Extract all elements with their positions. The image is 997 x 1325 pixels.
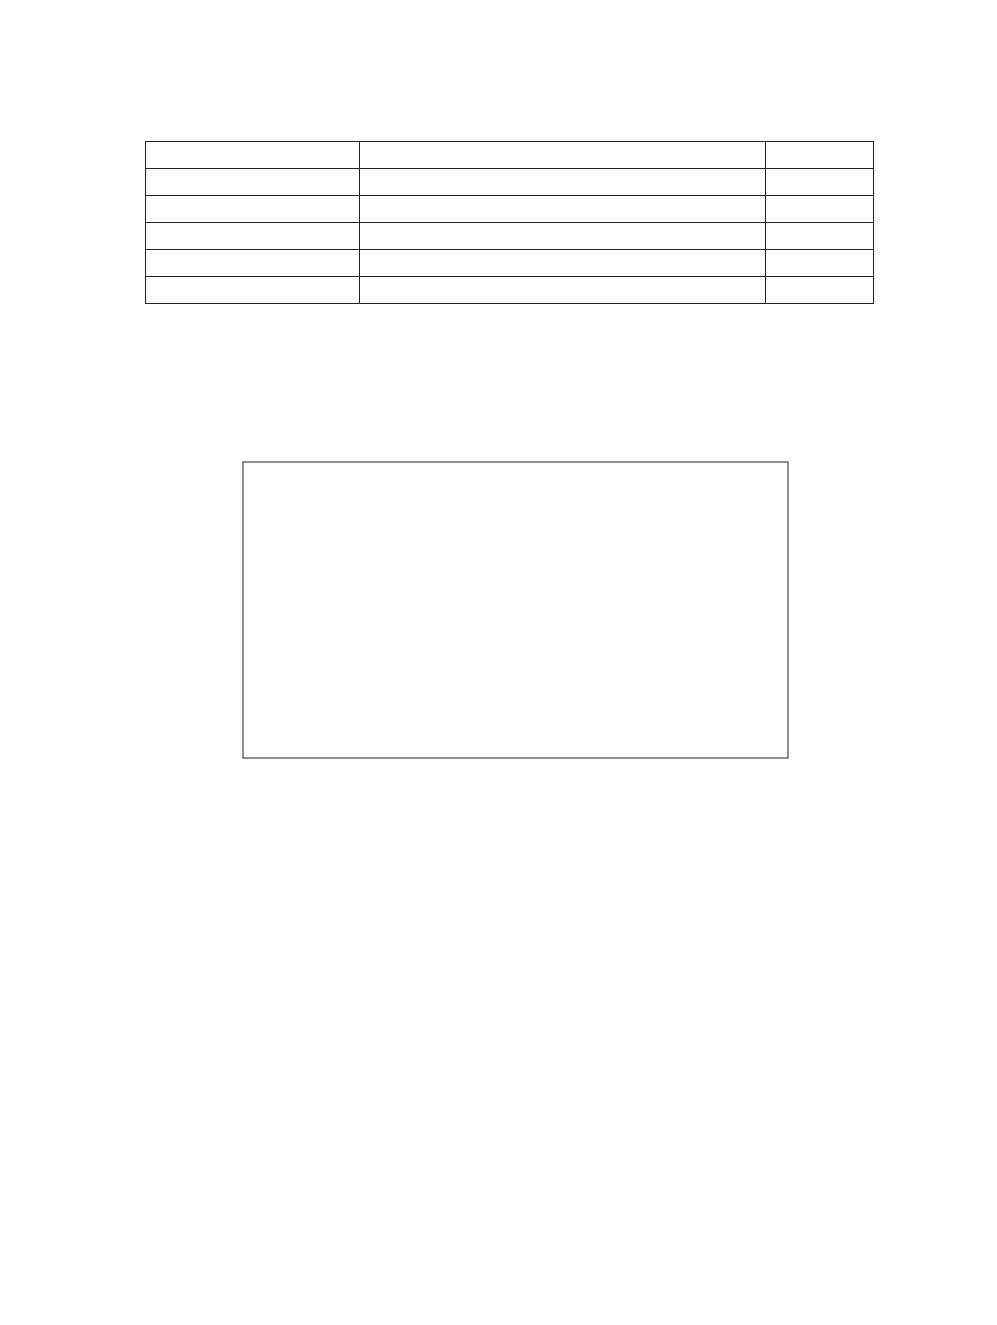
pona-report — [240, 823, 796, 1248]
config-cell — [766, 169, 874, 196]
config-cell — [766, 250, 874, 277]
config-cell — [146, 196, 360, 223]
plot-frame — [243, 462, 788, 758]
table-row — [146, 277, 874, 304]
config-table — [145, 141, 874, 304]
table-row — [146, 250, 874, 277]
config-cell — [360, 250, 766, 277]
chromatogram-chart — [210, 448, 800, 783]
config-header-cell — [766, 142, 874, 169]
table-row — [146, 223, 874, 250]
table-row — [146, 196, 874, 223]
config-cell — [766, 196, 874, 223]
table-row — [146, 169, 874, 196]
config-cell — [146, 169, 360, 196]
config-header-cell — [146, 142, 360, 169]
config-cell — [360, 169, 766, 196]
config-cell — [146, 277, 360, 304]
config-cell — [360, 277, 766, 304]
config-header-row — [146, 142, 874, 169]
config-cell — [360, 223, 766, 250]
config-cell — [146, 223, 360, 250]
config-cell — [766, 277, 874, 304]
config-header-cell — [360, 142, 766, 169]
config-cell — [360, 196, 766, 223]
config-cell — [766, 223, 874, 250]
config-cell — [146, 250, 360, 277]
